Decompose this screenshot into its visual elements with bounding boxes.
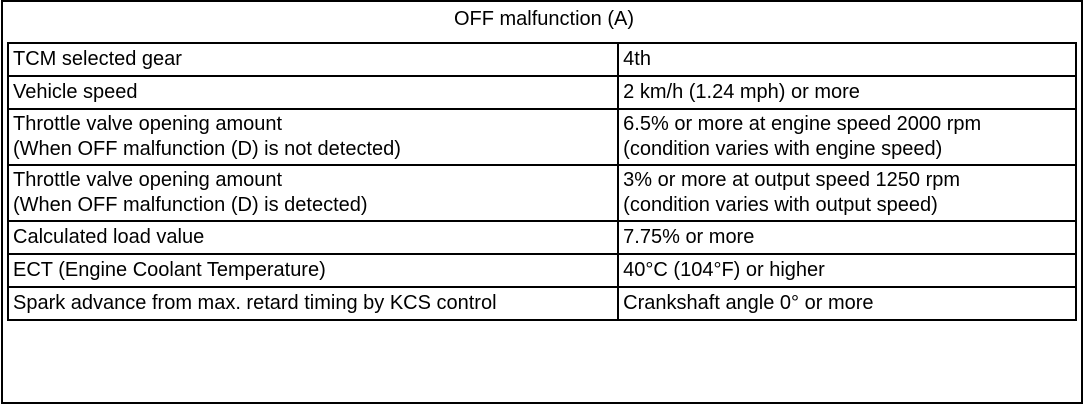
item-text: TCM selected gear: [13, 48, 182, 70]
conditions-table: [7, 42, 1077, 321]
table-row: [8, 165, 1076, 221]
item-text: Calculated load value: [13, 226, 205, 248]
condition-text: (condition varies with engine speed): [623, 138, 943, 160]
item-cell: [8, 221, 618, 254]
condition-cell: [618, 43, 1076, 76]
condition-text: 40°C (104°F) or higher: [623, 259, 825, 281]
condition-cell: [618, 76, 1076, 109]
item-cell: [8, 76, 618, 109]
item-text: (When OFF malfunction (D) is not detected): [13, 138, 401, 160]
condition-text: 4th: [623, 48, 651, 70]
condition-cell: [618, 254, 1076, 287]
condition-cell: [618, 165, 1076, 221]
condition-text: 3% or more at output speed 1250 rpm: [623, 169, 961, 191]
table-row: [8, 254, 1076, 287]
item-cell: [8, 287, 618, 320]
item-text: Throttle valve opening amount: [13, 113, 283, 135]
table-row: [8, 287, 1076, 320]
condition-cell: [618, 287, 1076, 320]
item-cell: [8, 109, 618, 165]
item-cell: [8, 43, 618, 76]
condition-text: Crankshaft angle 0° or more: [623, 292, 874, 314]
condition-text: 7.75% or more: [623, 226, 755, 248]
condition-text: 2 km/h (1.24 mph) or more: [623, 81, 860, 103]
table-row: [8, 221, 1076, 254]
item-cell: [8, 254, 618, 287]
item-text: ECT (Engine Coolant Temperature): [13, 259, 326, 281]
table-row: [8, 76, 1076, 109]
condition-cell: [618, 109, 1076, 165]
table-row: [8, 109, 1076, 165]
item-text: Spark advance from max. retard timing by KCS control: [13, 292, 497, 314]
condition-text: (condition varies with output speed): [623, 194, 938, 216]
table-title: OFF malfunction (A): [453, 8, 635, 30]
item-text: Throttle valve opening amount: [13, 169, 283, 191]
condition-text: 6.5% or more at engine speed 2000 rpm: [623, 113, 982, 135]
item-text: Vehicle speed: [13, 81, 138, 103]
item-text: (When OFF malfunction (D) is detected): [13, 194, 368, 216]
item-cell: [8, 165, 618, 221]
table-row: [8, 43, 1076, 76]
condition-cell: [618, 221, 1076, 254]
